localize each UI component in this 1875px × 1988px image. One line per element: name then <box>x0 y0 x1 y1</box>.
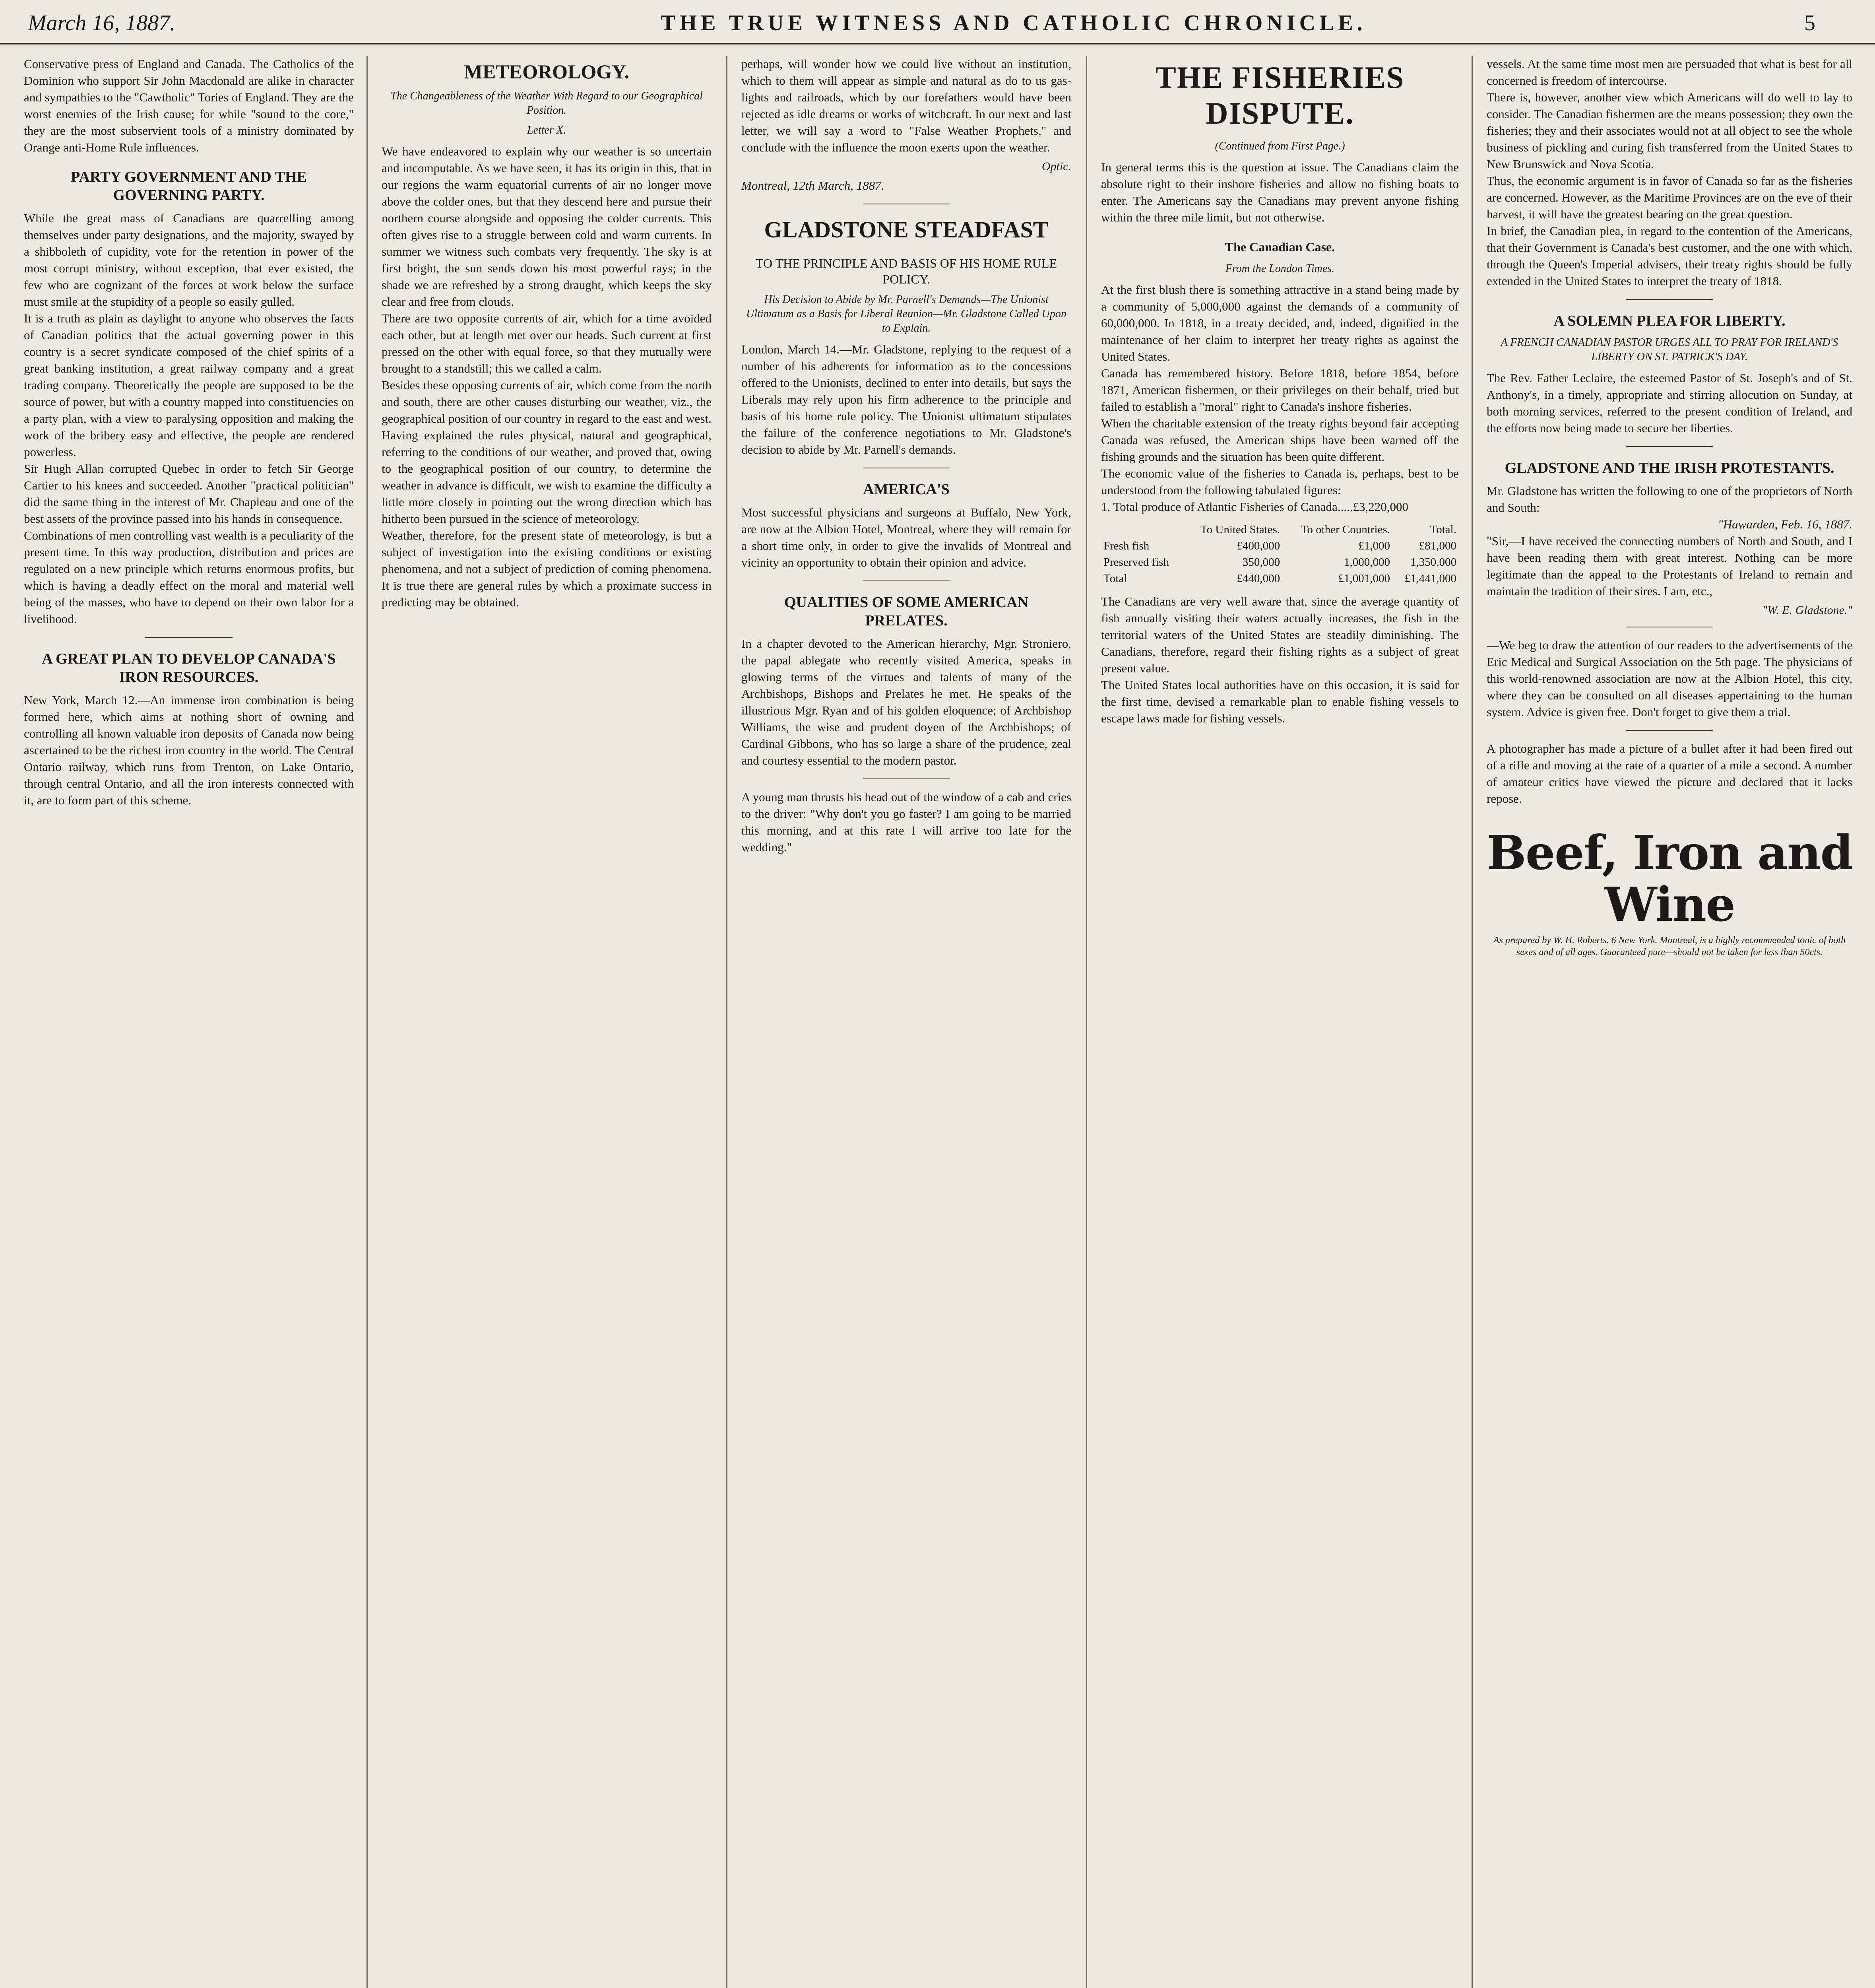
article-paragraph: London, March 14.—Mr. Gladstone, replying to the request of a number of his adherents for information as to the concessions offered to the Unionists, declined to enter into details, but says the Liberals may rely upon his firm adherence to the principle and basis of his home rule policy. The Unionist ultimatum stipulates the failure of the conference negotiations to Mr. Gladstone's decision to abide by Mr. Parnell's demands. <box>741 342 1071 456</box>
column-2 <box>382 56 712 1988</box>
article-paragraph: In general terms this is the question at issue. The Canadians claim the absolute right to their inshore fisheries and allow no fishing boats to enter. The Americans say the Canadians may prevent anyone fishing within the three mile limit, but not otherwise. <box>1101 160 1459 224</box>
table-cell: £400,000 <box>1237 540 1280 552</box>
article-paragraph: The United States local authorities have on this occasion, it is said for the first time, devised a remarkable plan to enable fishing vessels to escape laws made for fishing vessels. <box>1101 678 1459 725</box>
section-divider <box>1626 446 1713 447</box>
article-paragraph: While the great mass of Canadians are quarrelling among themselves under party designations, and the majority, swayed by a shibboleth of cupidity, vote for the retention in power of the most corrupt ministry, without exception, that ever existed, the few who are cognizant of the forces at work below the surface must smile at the stupidity of a people so easily gulled. <box>24 211 354 309</box>
table-header-cell: To United States. <box>1200 523 1280 536</box>
article-subheadline: A FRENCH CANADIAN PASTOR URGES ALL TO PRAY FOR IRELAND'S LIBERTY ON ST. PATRICK'S DAY. <box>1501 336 1838 363</box>
table-row <box>1101 554 1459 571</box>
fisheries-table <box>1101 522 1459 587</box>
issue-date: March 16, 1887. <box>28 11 176 35</box>
article-paragraph: We have endeavored to explain why our weather is so uncertain and incomputable. As we have seen, it has its origin in this, that in our regions the warm equatorial currents of air no longer move above the colder ones, but that they descend here and pursue their northern course alongside and opposing the colder currents. This often gives rise to a struggle between cold and warm currents. In summer we witness such combats very frequently. The sky is at first bright, the sun sends down his most powerful rays; in the shade we are refreshed by a strong draught, which keeps the sky clear and free from clouds. <box>382 144 712 309</box>
table-cell: £440,000 <box>1237 572 1280 585</box>
article-headline: THE FISHERIES DISPUTE. <box>1155 60 1405 130</box>
table-header-cell: Total. <box>1430 523 1456 536</box>
article-paragraph: vessels. At the same time most men are persuaded that what is best for all concerned is freedom of intercourse. <box>1487 57 1852 87</box>
letter-date: "Hawarden, Feb. 16, 1887. <box>1718 517 1852 531</box>
column-1 <box>24 56 354 1988</box>
table-row <box>1101 571 1459 587</box>
column-rule <box>1086 56 1087 1988</box>
newspaper-title: THE TRUE WITNESS AND CATHOLIC CHRONICLE. <box>661 11 1367 35</box>
section-divider <box>1626 730 1713 731</box>
article-headline: METEOROLOGY. <box>463 60 630 83</box>
article-headline: A SOLEMN PLEA FOR LIBERTY. <box>1553 313 1786 329</box>
article-headline: AMERICA'S <box>863 481 950 498</box>
article-paragraph: Conservative press of England and Canada. The Catholics of the Dominion who support Sir John Macdonald are alike in character and sympathies to the "Cawtholic" Tories of England. They are the worst enemies of the Irish cause; for while "sound to the core," they are the most subservient tools of a ministry dominated by Orange anti-Home Rule influences. <box>24 57 354 154</box>
page-number: 5 <box>1804 11 1815 35</box>
advertisement-text: As prepared by W. H. Roberts, 6 New York. Montreal, is a highly recommended tonic of both sexes and of all ages. Guaranteed pure—should not be taken for less than 50cts. <box>1493 935 1846 957</box>
advertisement-title: Beef, Iron and Wine <box>1487 825 1852 932</box>
article-paragraph: It is a truth as plain as daylight to anyone who observes the facts of Canadian politics that the actual governing power in this country is a secret syndicate composed of the chief spirits of a great banking institution, a great railway company and a great trading company. Theoretically the people are supposed to be the source of power, but with a country mapped into constituencies on a party plan, with a view to paralysing opposition and making the work of the bribery easy and effective, the people are rendered powerless. <box>24 311 354 459</box>
article-paragraph: There is, however, another view which Americans will do well to lay to consider. The Canadian fishermen are the means possession; they own the fisheries; they and their associates would not at all object to see the whole business of pickling and curing fish transferred from the United States to New Brunswick and Nova Scotia. <box>1487 90 1852 171</box>
article-paragraph: "Sir,—I have received the connecting numbers of North and South, and I have been reading them with great interest. Nothing can be more legitimate than the appeal to the Protestants of Ireland to remain and maintain the tradition of their sires. I am, etc., <box>1487 534 1852 598</box>
column-rule <box>726 56 727 1988</box>
table-cell: 350,000 <box>1242 556 1280 569</box>
article-paragraph: A photographer has made a picture of a bullet after it had been fired out of a rifle and moving at the rate of a quarter of a mile a second. A number of amateur critics have viewed the picture and declared that it lacks repose. <box>1487 742 1852 806</box>
table-cell: 1,000,000 <box>1344 556 1390 569</box>
author-signature: Optic. <box>1041 160 1071 173</box>
letter-number: Letter X. <box>527 124 566 136</box>
article-paragraph: There are two opposite currents of air, which for a time avoided each other, but at length met over our heads. Such current at first pressed on the other with equal force, so that they mutually were brought to a standstill; this we called a calm. <box>382 311 712 375</box>
article-paragraph: At the first blush there is something attractive in a stand being made by a community of 5,000,000 against the demands of a community of 60,000,000. In 1818, in a treaty decided, and, indeed, dignified in the maintenance of her claim to interpret her treaty rights as against the United States. <box>1101 283 1459 363</box>
table-cell: £81,000 <box>1419 540 1456 552</box>
article-paragraph: Most successful physicians and surgeons at Buffalo, New York, are now at the Albion Hotel, Montreal, where they will remain for a short time only, in order to give the invalids of Montreal and vicinity an opportunity to obtain their opinion and advice. <box>741 505 1071 569</box>
table-cell: £1,000 <box>1358 540 1390 552</box>
column-5 <box>1487 56 1852 1988</box>
dateline: Montreal, 12th March, 1887. <box>741 179 884 192</box>
article-paragraph: The Rev. Father Leclaire, the esteemed Pastor of St. Joseph's and of St. Anthony's, in a timely, appropriate and stirring allocution on Sunday, at both morning services, referred to the present condition of Ireland, and the efforts now being made to secure her liberties. <box>1487 371 1852 435</box>
table-cell: Preserved fish <box>1103 556 1169 569</box>
author-signature: "W. E. Gladstone." <box>1762 604 1852 617</box>
article-headline: A GREAT PLAN TO DEVELOP CANADA'S IRON RESOURCES. <box>42 650 336 685</box>
table-header-cell <box>1101 522 1184 538</box>
section-heading: The Canadian Case. <box>1225 240 1335 254</box>
article-paragraph: Combinations of men controlling vast wealth is a peculiarity of the present time. In this way production, distribution and prices are regulated on a new principle which returns enormous profits, but which is having a deadly effect on the moral and material well being of the masses, who have to depend on their own labor for a livelihood. <box>24 528 354 626</box>
article-subheadline: TO THE PRINCIPLE AND BASIS OF HIS HOME RULE POLICY. <box>756 256 1057 286</box>
article-paragraph: When the charitable extension of the treaty rights beyond fair accepting Canada was refused, the American ships have been warned off the fishing grounds and the situation has been quite different. <box>1101 416 1459 464</box>
article-paragraph: Besides these opposing currents of air, which come from the north and south, there are other causes disturbing our weather, viz., the geographical position of our country in regard to the east and west. <box>382 378 712 425</box>
table-cell: 1,350,000 <box>1410 556 1456 569</box>
table-row <box>1101 538 1459 554</box>
article-paragraph: New York, March 12.—An immense iron combination is being formed here, which aims at nothing short of owning and controlling all known valuable iron deposits of Canada now being ascertained to be the richest iron country in the world. The Central Ontario railway, which runs from Trenton, on Lake Ontario, through central Ontario, and all the iron interests connected with it, are to form part of this scheme. <box>24 693 354 807</box>
table-cell: £1,441,000 <box>1404 572 1456 585</box>
table-header-row <box>1101 522 1459 538</box>
article-subheadline: (Continued from First Page.) <box>1215 140 1345 152</box>
article-headline: GLADSTONE AND THE IRISH PROTESTANTS. <box>1505 460 1834 476</box>
article-paragraph: perhaps, will wonder how we could live without an institution, which to them will appear as simple and natural as do to us gas-lights and railroads, which by our forefathers would have been rejected as idle dreams or works of witchcraft. In our next and last letter, we will say a word to "False Weather Prophets," and conclude with the influence the moon exerts upon the weather. <box>741 57 1071 154</box>
article-paragraph: Sir Hugh Allan corrupted Quebec in order to fetch Sir George Cartier to his knees and succeeded. Another "practical politician" did the same thing in the interest of Mr. Chapleau and one of the best assets of the province passed into his hands in consequence. <box>24 462 354 526</box>
article-paragraph: A young man thrusts his head out of the window of a cab and cries to the driver: "Why don't you go faster? I am going to be married this morning, and at this rate I will arrive too late for the wedding." <box>741 790 1071 854</box>
article-paragraph: Canada has remembered history. Before 1818, before 1854, before 1871, American fishermen, or their privileges on their behalf, tried but failed to establish a "moral" right to Canada's inshore fisheries. <box>1101 366 1459 414</box>
article-headline: QUALITIES OF SOME AMERICAN PRELATES. <box>784 594 1029 629</box>
column-rule <box>366 56 368 1988</box>
table-cell: Total <box>1103 572 1127 585</box>
masthead <box>0 0 1875 45</box>
article-headline: PARTY GOVERNMENT AND THE GOVERNING PARTY. <box>71 169 307 204</box>
section-divider <box>863 580 950 581</box>
column-3 <box>741 56 1071 1988</box>
section-divider <box>1626 299 1713 300</box>
article-paragraph: Weather, therefore, for the present state of meteorology, is but a subject of investigation into the existing conditions or existing phenomena, and not a subject of prediction of coming phenomena. It is true there are general rules by which a proximate success in predicting may be obtained. <box>382 528 712 609</box>
article-paragraph: In brief, the Canadian plea, in regard to the contention of the Americans, that their Government is Canada's best customer, and the one with which, through the Queen's Imperial advisers, their treaty rights should be fully extended in the United States to interpret the treaty of 1818. <box>1487 224 1852 288</box>
section-divider <box>145 637 233 638</box>
article-headline: GLADSTONE STEADFAST <box>764 217 1049 243</box>
table-header-cell: To other Countries. <box>1301 523 1390 536</box>
article-paragraph: —We beg to draw the attention of our readers to the advertisements of the Eric Medical and Surgical Association on the 5th page. The physicians of this world-renowned association are now at the Albion Hotel, this city, where they can be consulted on all diseases appertaining to the human system. Advice is given free. Don't forget to give them a trial. <box>1487 638 1852 719</box>
table-cell: £1,001,000 <box>1338 572 1390 585</box>
column-rule <box>1472 56 1473 1988</box>
article-paragraph: Mr. Gladstone has written the following to one of the proprietors of North and South: <box>1487 484 1852 514</box>
article-paragraph: Having explained the rules physical, natural and geographical, referring to the conditions of our weather, and proved that, owing to the geographical position of our country, to determine the weather in advance is difficult, we wish to examine the difficulty a little more closely in pointing out the wrong direction which has hitherto been pursued in the science of meteorology. <box>382 428 712 526</box>
section-source: From the London Times. <box>1225 262 1335 275</box>
article-subheadline: The Changeableness of the Weather With Regard to our Geographical Position. <box>390 90 703 116</box>
article-paragraph: Thus, the economic argument is in favor of Canada so far as the fisheries are concerned. However, as the Maritime Provinces are on the eve of their harvest, it will have the greatest bearing on the great question. <box>1487 174 1852 221</box>
table-caption: 1. Total produce of Atlantic Fisheries of Canada.....£3,220,000 <box>1101 500 1408 514</box>
article-deck: His Decision to Abide by Mr. Parnell's Demands—The Unionist Ultimatum as a Basis for Liberal Reunion—Mr. Gladstone Called Upon to Explain. <box>746 293 1066 334</box>
article-paragraph: In a chapter devoted to the American hierarchy, Mgr. Stroniero, the papal ablegate who recently visited America, speaks in glowing terms of the virtues and talents of many of the Archbishops, Bishops and Prelates he met. He speaks of the illustrious Mgr. Ryan and of his golden eloquence; of Archbishop Williams, the wise and prudent doyen of the Archbishops; of Cardinal Gibbons, who has so large a share of the prudence, zeal and courtesy essential to the modern pastor. <box>741 637 1071 767</box>
column-4 <box>1101 56 1459 1988</box>
table-cell: Fresh fish <box>1103 540 1150 552</box>
article-paragraph: The Canadians are very well aware that, since the average quantity of fish annually visiting their waters actually increases, the fish in the territorial waters of the United States are steadily diminishing. The Canadians, therefore, regard their fishing rights as a subject of great present value. <box>1101 594 1459 675</box>
article-paragraph: The economic value of the fisheries to Canada is, perhaps, best to be understood from the following tabulated figures: <box>1101 466 1459 497</box>
